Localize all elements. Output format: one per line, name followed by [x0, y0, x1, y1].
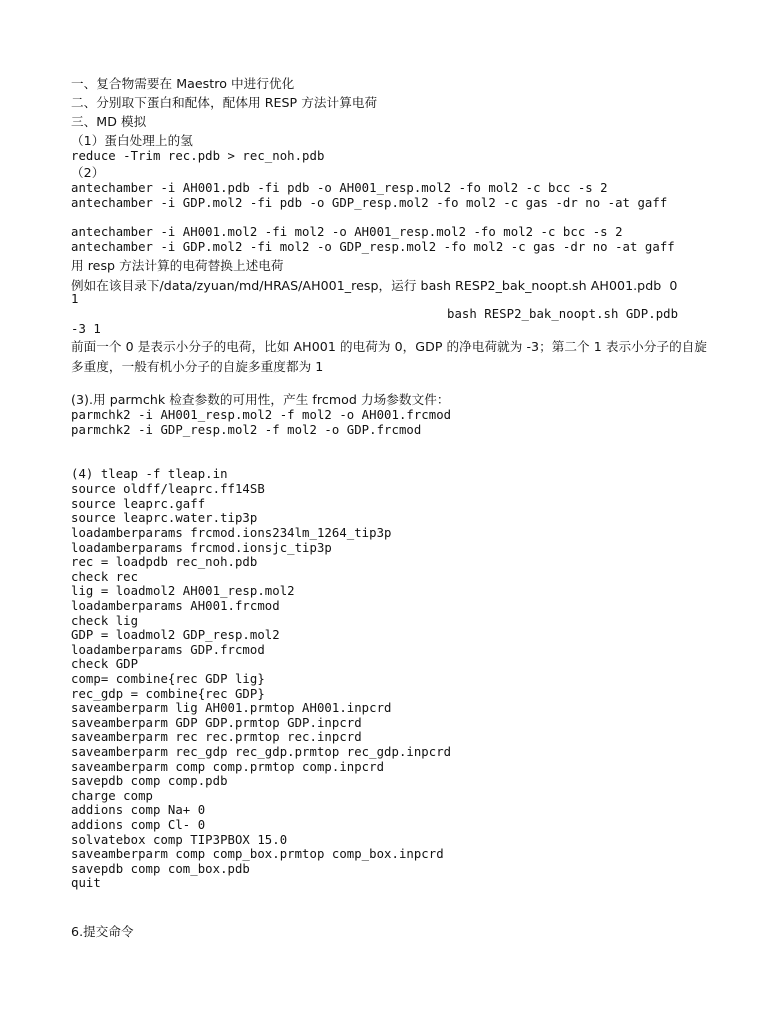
code-line: lig = loadmol2 AH001_resp.mol2 [71, 584, 295, 598]
code-line: source leaprc.gaff [71, 497, 206, 511]
code-line: saveamberparm rec rec.prmtop rec.inpcrd [71, 730, 362, 744]
heading-step-1: 一、复合物需要在 Maestro 中进行优化 [71, 76, 295, 91]
paragraph-text: 用 resp 方法计算的电荷替换上述电荷 [71, 258, 284, 273]
paragraph-text: 前面一个 0 是表示小分子的电荷，比如 AH001 的电荷为 0，GDP 的净电荷就为 -3；第二个 1 表示小分子的自旋 [71, 339, 708, 354]
code-line: loadamberparams frcmod.ions234lm_1264_tip3p [71, 526, 392, 540]
subheading-3: (3).用 parmchk 检查参数的可用性，产生 frcmod 力场参数文件： [71, 392, 450, 407]
subheading-1: （1）蛋白处理上的氢 [71, 133, 193, 148]
paragraph-text: -3 1 [71, 322, 101, 336]
paragraph-text: 1 [71, 292, 79, 306]
code-line: GDP = loadmol2 GDP_resp.mol2 [71, 628, 280, 642]
code-line: source oldff/leaprc.ff14SB [71, 482, 265, 496]
command-line: reduce -Trim rec.pdb > rec_noh.pdb [71, 149, 325, 163]
heading-step-3: 三、MD 模拟 [71, 114, 147, 129]
code-line: charge comp [71, 789, 153, 803]
command-line: bash RESP2_bak_noopt.sh GDP.pdb [447, 307, 679, 321]
code-line: addions comp Cl- 0 [71, 818, 206, 832]
code-line: rec_gdp = combine{rec GDP} [71, 687, 265, 701]
code-line: rec = loadpdb rec_noh.pdb [71, 555, 258, 569]
code-line: loadamberparams AH001.frcmod [71, 599, 280, 613]
subheading-2: （2） [71, 165, 105, 180]
code-line: loadamberparams GDP.frcmod [71, 643, 265, 657]
code-line: savepdb comp com_box.pdb [71, 862, 250, 876]
code-line: addions comp Na+ 0 [71, 803, 206, 817]
code-line: saveamberparm comp comp.prmtop comp.inpcrd [71, 760, 385, 774]
paragraph-text: 多重度，一般有机小分子的自旋多重度都为 1 [71, 359, 324, 374]
command-line: antechamber -i AH001.pdb -fi pdb -o AH001_resp.mol2 -fo mol2 -c bcc -s 2 [71, 181, 608, 195]
code-line: source leaprc.water.tip3p [71, 511, 258, 525]
code-line: loadamberparams frcmod.ionsjc_tip3p [71, 541, 332, 555]
code-line: quit [71, 876, 101, 890]
code-line: saveamberparm lig AH001.prmtop AH001.inpcrd [71, 701, 392, 715]
command-line: antechamber -i GDP.mol2 -fi pdb -o GDP_resp.mol2 -fo mol2 -c gas -dr no -at gaff [71, 196, 668, 210]
code-line: saveamberparm GDP GDP.prmtop GDP.inpcrd [71, 716, 362, 730]
heading-step-2: 二、分别取下蛋白和配体，配体用 RESP 方法计算电荷 [71, 95, 378, 110]
code-line: check rec [71, 570, 139, 584]
code-line: solvatebox comp TIP3PBOX 15.0 [71, 833, 288, 847]
paragraph-text: 例如在该目录下/data/zyuan/md/HRAS/AH001_resp，运行 bash RESP2_bak_noopt.sh AH001.pdb 0 [71, 278, 678, 293]
heading-step-6: 6.提交命令 [71, 924, 134, 939]
code-line: savepdb comp comp.pdb [71, 774, 228, 788]
subheading-4: (4) tleap -f tleap.in [71, 467, 228, 481]
command-line: parmchk2 -i AH001_resp.mol2 -f mol2 -o AH001.frcmod [71, 408, 452, 422]
command-line: parmchk2 -i GDP_resp.mol2 -f mol2 -o GDP.frcmod [71, 423, 422, 437]
code-line: check GDP [71, 657, 139, 671]
code-line: saveamberparm rec_gdp rec_gdp.prmtop rec_gdp.inpcrd [71, 745, 452, 759]
command-line: antechamber -i AH001.mol2 -fi mol2 -o AH001_resp.mol2 -fo mol2 -c bcc -s 2 [71, 225, 623, 239]
code-line: saveamberparm comp comp_box.prmtop comp_box.inpcrd [71, 847, 444, 861]
command-line: antechamber -i GDP.mol2 -fi mol2 -o GDP_resp.mol2 -fo mol2 -c gas -dr no -at gaff [71, 240, 675, 254]
code-line: comp= combine{rec GDP lig} [71, 672, 265, 686]
code-line: check lig [71, 614, 139, 628]
